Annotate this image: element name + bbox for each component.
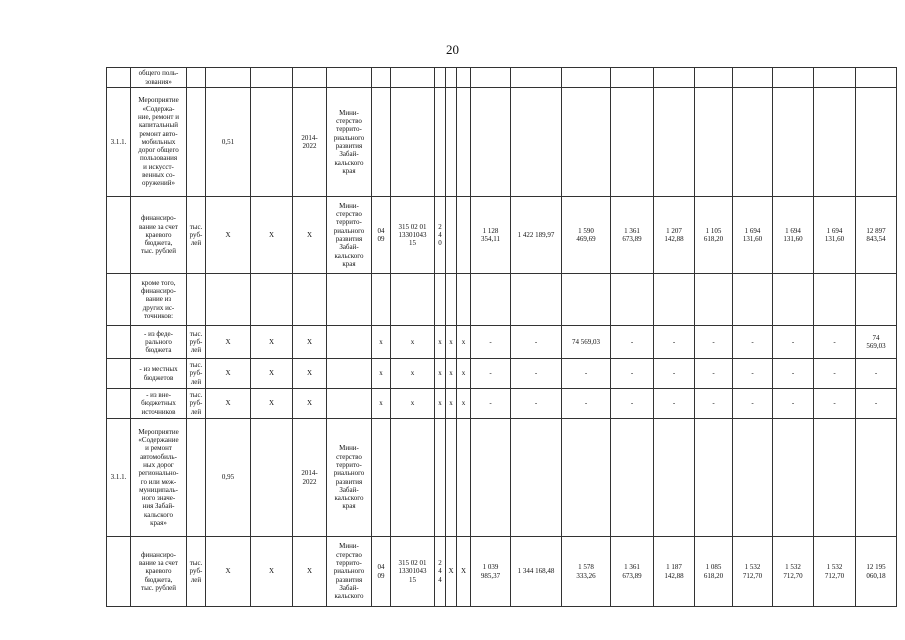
cell-c11 <box>446 197 457 274</box>
cell-value-3: 1 578 333,26 <box>562 537 611 607</box>
cell-c7 <box>327 359 372 389</box>
cell-value-2: - <box>511 389 562 419</box>
cell-c12 <box>457 197 471 274</box>
cell-c2: Мероприятие «Содержание и ремонт автомобиль- ных дорог регионально- го или меж- муниципаль- ного значе- ния Забай- кальского края» <box>131 419 187 537</box>
cell-c3 <box>187 419 206 537</box>
cell-c9 <box>391 274 435 326</box>
cell-c6 <box>293 68 327 88</box>
cell-c3 <box>187 274 206 326</box>
cell-c5 <box>251 68 293 88</box>
cell-value-1: - <box>471 326 511 359</box>
page-number: 20 <box>446 42 459 57</box>
cell-value-5: 1 187 142,88 <box>654 537 695 607</box>
cell-c11: x <box>446 389 457 419</box>
cell-c12: X <box>457 537 471 607</box>
cell-value-3 <box>562 274 611 326</box>
cell-value-5: 1 207 142,88 <box>654 197 695 274</box>
cell-c12: x <box>457 326 471 359</box>
cell-c3 <box>187 88 206 197</box>
table-row-source <box>107 359 897 389</box>
cell-c11 <box>446 419 457 537</box>
cell-value-9 <box>814 68 856 88</box>
cell-value-10: - <box>856 359 897 389</box>
cell-value-2: - <box>511 359 562 389</box>
cell-c2: Мероприятие «Содержа- ние, ремонт и капитальный ремонт авто- мобильных дорог общего пользования и искусст- венных со- оружений» <box>131 88 187 197</box>
cell-c6: X <box>293 537 327 607</box>
cell-c1 <box>107 274 131 326</box>
table-row-note <box>107 274 897 326</box>
cell-value-10 <box>856 68 897 88</box>
cell-c6: X <box>293 389 327 419</box>
cell-c2: - из феде- рального бюджета <box>131 326 187 359</box>
cell-c10: x <box>435 326 446 359</box>
cell-c5 <box>251 419 293 537</box>
cell-value-2 <box>511 419 562 537</box>
table-row-activity-tail <box>107 68 897 88</box>
cell-c9: x <box>391 389 435 419</box>
cell-value-10 <box>856 88 897 197</box>
cell-c1 <box>107 197 131 274</box>
cell-c1 <box>107 389 131 419</box>
cell-value-5 <box>654 419 695 537</box>
cell-c10: 2 4 0 <box>435 197 446 274</box>
cell-value-1: - <box>471 389 511 419</box>
cell-value-10 <box>856 419 897 537</box>
cell-c6: X <box>293 197 327 274</box>
cell-c11: x <box>446 326 457 359</box>
cell-value-4: - <box>611 389 654 419</box>
cell-c8: x <box>372 389 391 419</box>
program-table <box>106 67 897 607</box>
cell-value-9: 1 694 131,60 <box>814 197 856 274</box>
cell-value-2: 1 344 168,48 <box>511 537 562 607</box>
cell-value-3: 1 590 469,69 <box>562 197 611 274</box>
cell-value-9: - <box>814 389 856 419</box>
cell-c1 <box>107 359 131 389</box>
cell-c2: финансиро- вание за счет краевого бюджета, тыс. рублей <box>131 537 187 607</box>
cell-value-2: 1 422 189,97 <box>511 197 562 274</box>
cell-c4: 0,95 <box>206 419 251 537</box>
cell-c5 <box>251 274 293 326</box>
cell-c9: x <box>391 359 435 389</box>
cell-c3: тыс. руб- лей <box>187 197 206 274</box>
cell-c8: x <box>372 326 391 359</box>
cell-c10 <box>435 68 446 88</box>
cell-c1 <box>107 537 131 607</box>
cell-c4: X <box>206 359 251 389</box>
cell-c1: 3.1.1. <box>107 419 131 537</box>
cell-c2: - из местных бюджетов <box>131 359 187 389</box>
cell-value-4: - <box>611 359 654 389</box>
cell-c11: X <box>446 537 457 607</box>
cell-c1 <box>107 68 131 88</box>
cell-value-8: 1 532 712,70 <box>773 537 814 607</box>
cell-c9: 315 02 01 13301043 15 <box>391 537 435 607</box>
cell-value-3 <box>562 88 611 197</box>
cell-value-6: 1 085 618,20 <box>695 537 733 607</box>
cell-value-7: 1 694 131,60 <box>733 197 773 274</box>
cell-c5: X <box>251 326 293 359</box>
cell-c7 <box>327 389 372 419</box>
cell-c7 <box>327 326 372 359</box>
cell-c1 <box>107 326 131 359</box>
cell-c9 <box>391 419 435 537</box>
cell-c6 <box>293 274 327 326</box>
cell-c5: X <box>251 537 293 607</box>
cell-c8: x <box>372 359 391 389</box>
cell-value-1 <box>471 68 511 88</box>
cell-value-6: - <box>695 326 733 359</box>
cell-value-1: - <box>471 359 511 389</box>
cell-c10 <box>435 419 446 537</box>
cell-value-7: - <box>733 359 773 389</box>
cell-value-9 <box>814 419 856 537</box>
cell-value-6 <box>695 419 733 537</box>
cell-value-7 <box>733 88 773 197</box>
cell-value-8: - <box>773 389 814 419</box>
cell-value-1: 1 039 985,37 <box>471 537 511 607</box>
cell-c4: X <box>206 326 251 359</box>
cell-c12 <box>457 419 471 537</box>
cell-c9 <box>391 68 435 88</box>
cell-value-9 <box>814 88 856 197</box>
cell-c4 <box>206 274 251 326</box>
cell-value-3: - <box>562 389 611 419</box>
cell-c3: тыс. руб- лей <box>187 359 206 389</box>
cell-c1: 3.1.1. <box>107 88 131 197</box>
cell-value-8 <box>773 68 814 88</box>
cell-value-7: - <box>733 389 773 419</box>
table-row-source <box>107 326 897 359</box>
cell-value-8 <box>773 419 814 537</box>
cell-value-2 <box>511 88 562 197</box>
cell-c2: - из вне- бюджетных источников <box>131 389 187 419</box>
cell-c5: X <box>251 197 293 274</box>
cell-value-5: - <box>654 359 695 389</box>
cell-c7: Мини- стерство террито- риального развития Забай- кальского края <box>327 88 372 197</box>
cell-value-7 <box>733 419 773 537</box>
cell-c5: X <box>251 359 293 389</box>
cell-c6: 2014- 2022 <box>293 419 327 537</box>
cell-c3: тыс. руб- лей <box>187 389 206 419</box>
cell-value-4 <box>611 419 654 537</box>
cell-value-5 <box>654 68 695 88</box>
cell-c6: X <box>293 359 327 389</box>
cell-value-8: 1 694 131,60 <box>773 197 814 274</box>
cell-value-6 <box>695 274 733 326</box>
cell-c10: 2 4 4 <box>435 537 446 607</box>
cell-value-5: - <box>654 326 695 359</box>
cell-value-1 <box>471 274 511 326</box>
table-row-finance <box>107 197 897 274</box>
cell-c5: X <box>251 389 293 419</box>
cell-c10: x <box>435 389 446 419</box>
cell-value-5: - <box>654 389 695 419</box>
cell-c9: 315 02 01 13301043 15 <box>391 197 435 274</box>
cell-value-10 <box>856 274 897 326</box>
cell-c10 <box>435 274 446 326</box>
cell-c12 <box>457 68 471 88</box>
cell-c7: Мини- стерство террито- риального развития Забай- кальского края <box>327 419 372 537</box>
cell-c8 <box>372 274 391 326</box>
cell-value-4: 1 361 673,89 <box>611 537 654 607</box>
cell-value-2 <box>511 68 562 88</box>
cell-value-6 <box>695 68 733 88</box>
cell-c8 <box>372 68 391 88</box>
cell-value-6 <box>695 88 733 197</box>
table-row-source <box>107 389 897 419</box>
cell-c8: 04 09 <box>372 197 391 274</box>
cell-value-5 <box>654 88 695 197</box>
cell-c12 <box>457 88 471 197</box>
cell-value-1 <box>471 88 511 197</box>
cell-value-5 <box>654 274 695 326</box>
cell-value-4 <box>611 68 654 88</box>
cell-value-6: - <box>695 389 733 419</box>
cell-value-3: 74 569,03 <box>562 326 611 359</box>
cell-value-2: - <box>511 326 562 359</box>
cell-value-10: 74 569,03 <box>856 326 897 359</box>
cell-c10: x <box>435 359 446 389</box>
cell-c6: 2014- 2022 <box>293 88 327 197</box>
cell-value-6: - <box>695 359 733 389</box>
cell-value-4 <box>611 274 654 326</box>
cell-value-3 <box>562 68 611 88</box>
cell-value-9: - <box>814 359 856 389</box>
cell-value-2 <box>511 274 562 326</box>
table-row-activity <box>107 419 897 537</box>
cell-c11 <box>446 68 457 88</box>
cell-c8 <box>372 419 391 537</box>
cell-c3: тыс. руб- лей <box>187 326 206 359</box>
cell-value-10: 12 897 843,54 <box>856 197 897 274</box>
cell-c2: общего поль- зования» <box>131 68 187 88</box>
cell-c4: X <box>206 537 251 607</box>
cell-value-4 <box>611 88 654 197</box>
cell-c9: x <box>391 326 435 359</box>
cell-value-7 <box>733 274 773 326</box>
cell-value-3 <box>562 419 611 537</box>
cell-value-4: - <box>611 326 654 359</box>
cell-value-7: 1 532 712,70 <box>733 537 773 607</box>
cell-value-6: 1 105 618,20 <box>695 197 733 274</box>
cell-c7: Мини- стерство террито- риального развития Забай- кальского края <box>327 197 372 274</box>
cell-c3: тыс. руб- лей <box>187 537 206 607</box>
cell-value-4: 1 361 673,89 <box>611 197 654 274</box>
cell-c7 <box>327 68 372 88</box>
cell-c12: x <box>457 359 471 389</box>
cell-c11 <box>446 88 457 197</box>
cell-c4: X <box>206 197 251 274</box>
cell-value-1: 1 128 354,11 <box>471 197 511 274</box>
cell-c2: кроме того, финансиро- вание из других ис- точников: <box>131 274 187 326</box>
cell-c4: X <box>206 389 251 419</box>
cell-c2: финансиро- вание за счет краевого бюджета, тыс. рублей <box>131 197 187 274</box>
table-row-activity <box>107 88 897 197</box>
cell-value-7 <box>733 68 773 88</box>
cell-c4 <box>206 68 251 88</box>
cell-c4: 0,51 <box>206 88 251 197</box>
cell-c8 <box>372 88 391 197</box>
cell-value-10: 12 195 060,18 <box>856 537 897 607</box>
cell-c3 <box>187 68 206 88</box>
cell-value-8: - <box>773 359 814 389</box>
cell-c12: x <box>457 389 471 419</box>
cell-value-3: - <box>562 359 611 389</box>
cell-c5 <box>251 88 293 197</box>
cell-value-9: 1 532 712,70 <box>814 537 856 607</box>
cell-c12 <box>457 274 471 326</box>
cell-c10 <box>435 88 446 197</box>
cell-value-9 <box>814 274 856 326</box>
cell-value-8 <box>773 274 814 326</box>
cell-c7 <box>327 274 372 326</box>
cell-c11: x <box>446 359 457 389</box>
cell-value-7: - <box>733 326 773 359</box>
cell-value-8 <box>773 88 814 197</box>
table-row-finance <box>107 537 897 607</box>
cell-value-10: - <box>856 389 897 419</box>
cell-c6: X <box>293 326 327 359</box>
cell-c7: Мини- стерство террито- риального развития Забай- кальского <box>327 537 372 607</box>
cell-c9 <box>391 88 435 197</box>
cell-value-1 <box>471 419 511 537</box>
cell-value-8: - <box>773 326 814 359</box>
cell-value-9: - <box>814 326 856 359</box>
cell-c8: 04 09 <box>372 537 391 607</box>
cell-c11 <box>446 274 457 326</box>
